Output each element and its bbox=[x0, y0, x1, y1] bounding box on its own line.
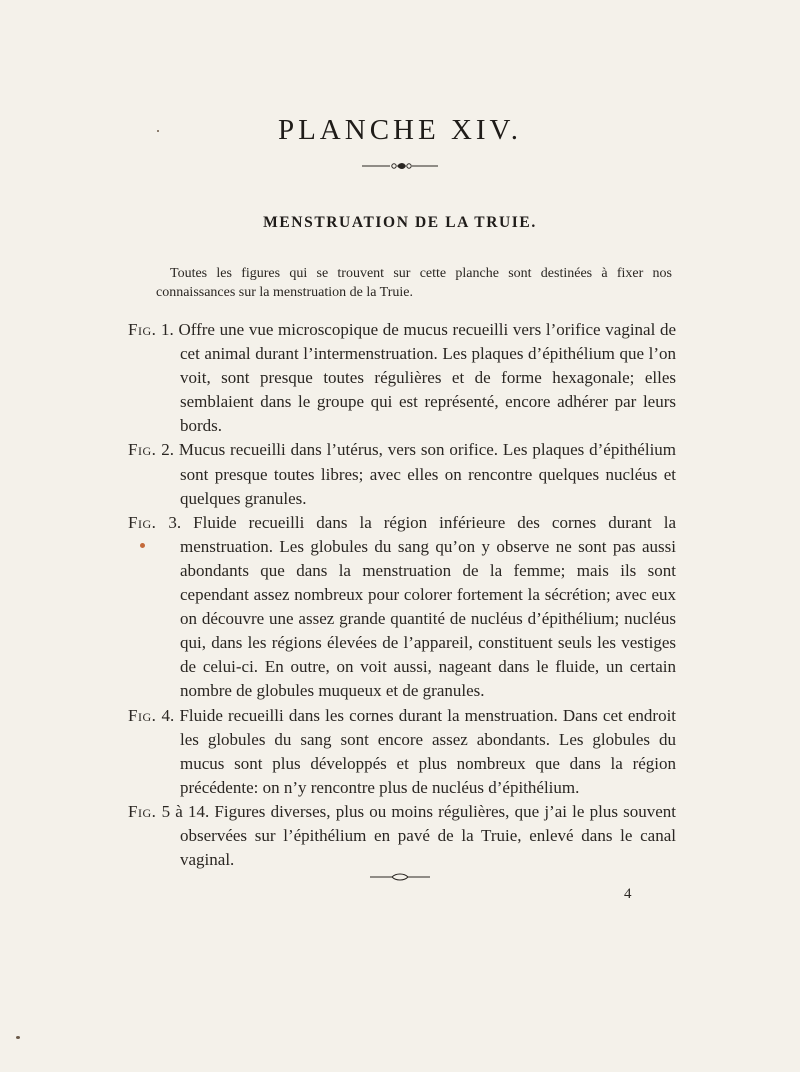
figure-entry-3 bbox=[128, 511, 676, 704]
figure-label: Fig. bbox=[128, 320, 157, 339]
figure-list bbox=[128, 318, 676, 872]
plate-subtitle: MENSTRUATION DE LA TRUIE. bbox=[263, 214, 537, 231]
page-number: 4 bbox=[624, 886, 632, 902]
figure-number: 5 à 14. bbox=[161, 801, 210, 821]
ink-speck bbox=[140, 543, 145, 548]
title-ornament-divider bbox=[360, 160, 440, 172]
plate-title: PLANCHE XIV. bbox=[277, 114, 523, 146]
figure-number: 2. bbox=[161, 440, 175, 460]
figure-label: Fig. bbox=[128, 705, 157, 725]
figure-text: Figures diverses, plus ou moins régulières, que j’ai le plus souvent observées sur l’épithélium en pavé de la Truie, enlevé dans le canal vaginal. bbox=[180, 801, 677, 870]
intro-paragraph bbox=[156, 264, 672, 302]
figure-text: Mucus recueilli dans l’utérus, vers son orifice. Les plaques d’épithélium sont presque toutes libres; avec elles on rencontre quelques nucléus et quelques granules. bbox=[178, 440, 677, 508]
figure-entry-4 bbox=[128, 704, 676, 800]
figure-label: Fig. bbox=[128, 440, 157, 460]
figure-text: Fluide recueilli dans les cornes durant la menstruation. Dans cet endroit les globules du sang sont encore assez abondants. Les globules du mucus sont plus développés et plus nombreux que dans la région précédente: on n’y rencontre plus de nucléus d’épithélium. bbox=[179, 705, 677, 797]
figure-number: 1. bbox=[161, 320, 174, 339]
ink-speck bbox=[157, 130, 159, 132]
figure-text: Fluide recueilli dans la région inférieure des cornes durant la menstruation. Les globules du sang qu’on y observe ne sont pas aussi abondants que dans la menstruation de la femme; mais ils sont cependant assez nombreux pour colorer fortement la sécrétion; avec eux on découvre une assez grande quantité de nucléus d’épithélium; nucléus qui, dans les régions élevées de l’appareil, constituent seuls les vestiges de celui-ci. En outre, on voit aussi, nageant dans le fluide, un certain nombre de globules muqueux et de granules. bbox=[180, 512, 677, 701]
figure-entry-5 bbox=[128, 800, 676, 872]
figure-number: 4. bbox=[161, 705, 175, 725]
figure-label: Fig. bbox=[128, 801, 157, 821]
intro-text: Toutes les figures qui se trouvent sur cette planche sont destinées à fixer nos connaissances sur la menstruation de la Truie. bbox=[156, 266, 672, 300]
figure-text: Offre une vue microscopique de mucus recueilli vers l’orifice vaginal de cet animal durant l’intermenstruation. Les plaques d’épithélium que l’on voit, sont presque toutes régulières et de forme hexagonale; elles semblaient dans le groupe qui est représenté, encore adhérer par leurs bords. bbox=[178, 320, 677, 436]
figure-label: Fig. bbox=[128, 512, 157, 532]
ink-speck bbox=[16, 1036, 20, 1039]
figure-entry-1 bbox=[128, 318, 676, 438]
figure-entry-2 bbox=[128, 438, 676, 510]
figure-number: 3. bbox=[168, 512, 182, 532]
closing-ornament-divider bbox=[368, 872, 432, 882]
